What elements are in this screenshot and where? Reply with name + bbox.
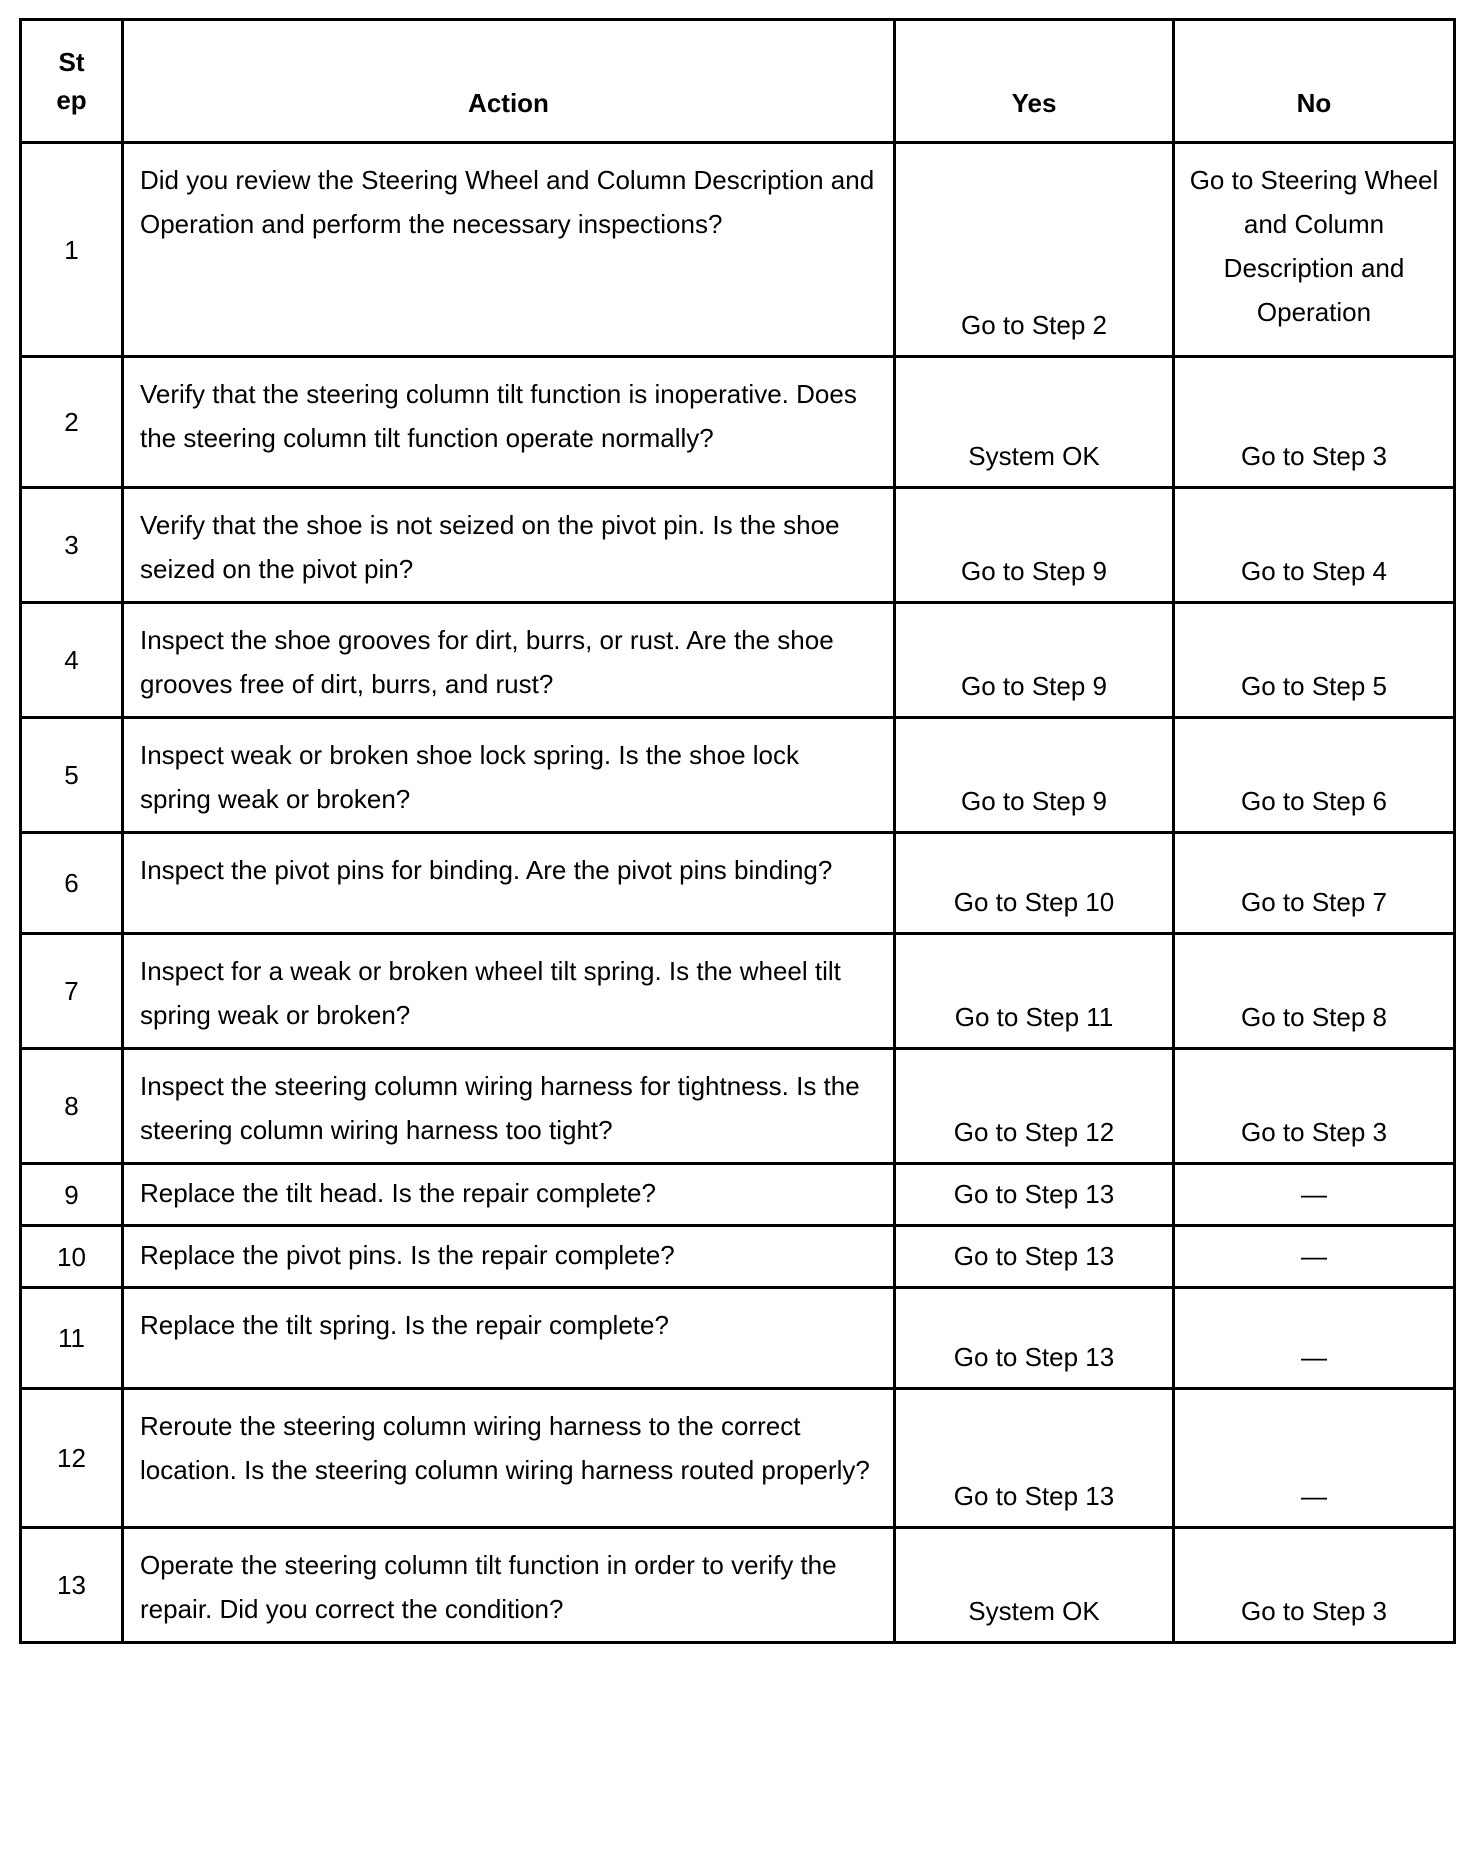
yes-result: Go to Step 9: [895, 718, 1174, 833]
no-result: —: [1174, 1389, 1455, 1528]
diagnostic-table: [19, 18, 1456, 1644]
no-result: Go to Step 3: [1174, 357, 1455, 488]
step-number: 5: [21, 718, 123, 833]
no-result: Go to Step 8: [1174, 934, 1455, 1049]
yes-result: Go to Step 12: [895, 1049, 1174, 1164]
step-number: 11: [21, 1288, 123, 1389]
yes-result: Go to Step 13: [895, 1288, 1174, 1389]
yes-result: Go to Step 9: [895, 603, 1174, 718]
yes-result: Go to Step 13: [895, 1164, 1174, 1226]
no-result: —: [1174, 1164, 1455, 1226]
step-number: 10: [21, 1226, 123, 1288]
action-text: Replace the tilt spring. Is the repair complete?: [123, 1288, 895, 1389]
action-text: Operate the steering column tilt function in order to verify the repair. Did you correct the condition?: [123, 1528, 895, 1643]
action-text: Inspect the pivot pins for binding. Are the pivot pins binding?: [123, 833, 895, 934]
yes-result: Go to Step 9: [895, 488, 1174, 603]
action-text: Inspect weak or broken shoe lock spring. Is the shoe lock spring weak or broken?: [123, 718, 895, 833]
step-number: 6: [21, 833, 123, 934]
no-result: Go to Step 7: [1174, 833, 1455, 934]
no-result: —: [1174, 1288, 1455, 1389]
table-row: [21, 934, 1455, 1049]
table-row: [21, 833, 1455, 934]
header-action: Action: [123, 20, 895, 143]
table-row: [21, 357, 1455, 488]
table-row: [21, 1164, 1455, 1226]
yes-result: Go to Step 13: [895, 1389, 1174, 1528]
yes-result: Go to Step 13: [895, 1226, 1174, 1288]
table-row: [21, 603, 1455, 718]
table-row: [21, 1288, 1455, 1389]
table-row: [21, 143, 1455, 357]
no-result: —: [1174, 1226, 1455, 1288]
yes-result: System OK: [895, 1528, 1174, 1643]
step-number: 13: [21, 1528, 123, 1643]
no-result: Go to Steering Wheel and Column Description and Operation: [1174, 143, 1455, 357]
table-row: [21, 718, 1455, 833]
step-number: 4: [21, 603, 123, 718]
no-result: Go to Step 3: [1174, 1049, 1455, 1164]
step-number: 2: [21, 357, 123, 488]
no-result: Go to Step 5: [1174, 603, 1455, 718]
header-row: [21, 20, 1455, 143]
action-text: Verify that the shoe is not seized on the pivot pin. Is the shoe seized on the pivot pin?: [123, 488, 895, 603]
table-row: [21, 1389, 1455, 1528]
step-number: 8: [21, 1049, 123, 1164]
header-yes: Yes: [895, 20, 1174, 143]
action-text: Inspect for a weak or broken wheel tilt spring. Is the wheel tilt spring weak or broken?: [123, 934, 895, 1049]
yes-result: Go to Step 2: [895, 143, 1174, 357]
table-row: [21, 1226, 1455, 1288]
step-number: 3: [21, 488, 123, 603]
yes-result: Go to Step 11: [895, 934, 1174, 1049]
step-number: 12: [21, 1389, 123, 1528]
action-text: Inspect the shoe grooves for dirt, burrs, or rust. Are the shoe grooves free of dirt, burrs, and rust?: [123, 603, 895, 718]
action-text: Replace the tilt head. Is the repair complete?: [123, 1164, 895, 1226]
no-result: Go to Step 4: [1174, 488, 1455, 603]
header-no: No: [1174, 20, 1455, 143]
action-text: Replace the pivot pins. Is the repair complete?: [123, 1226, 895, 1288]
header-step: [21, 20, 123, 143]
table-row: [21, 488, 1455, 603]
action-text: Reroute the steering column wiring harness to the correct location. Is the steering column wiring harness routed properly?: [123, 1389, 895, 1528]
action-text: Inspect the steering column wiring harness for tightness. Is the steering column wiring harness too tight?: [123, 1049, 895, 1164]
header-step-part1: St: [58, 47, 85, 77]
table-row: [21, 1528, 1455, 1643]
no-result: Go to Step 6: [1174, 718, 1455, 833]
header-step-part2: ep: [56, 85, 87, 115]
action-text: Did you review the Steering Wheel and Column Description and Operation and perform the necessary inspections?: [123, 143, 895, 357]
no-result: Go to Step 3: [1174, 1528, 1455, 1643]
yes-result: System OK: [895, 357, 1174, 488]
step-number: 1: [21, 143, 123, 357]
step-number: 7: [21, 934, 123, 1049]
yes-result: Go to Step 10: [895, 833, 1174, 934]
step-number: 9: [21, 1164, 123, 1226]
table-row: [21, 1049, 1455, 1164]
action-text: Verify that the steering column tilt function is inoperative. Does the steering column tilt function operate normally?: [123, 357, 895, 488]
